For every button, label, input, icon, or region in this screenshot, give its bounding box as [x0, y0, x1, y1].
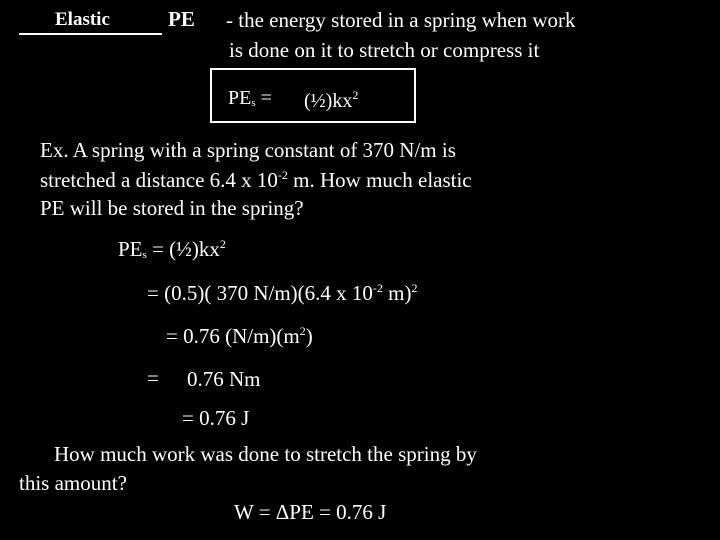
example-line-2: stretched a distance 6.4 x $10^{-2}$ m. How much elastic — [40, 168, 472, 192]
question-line-2: this amount? — [19, 471, 127, 495]
blank-answer-word: Elastic — [55, 9, 110, 30]
example-line-1: Ex. A spring with a spring constant of 370 N/m is — [40, 138, 456, 162]
fill-in-blank-line — [19, 33, 162, 35]
definition-line-1: - the energy stored in a spring when work — [226, 8, 576, 32]
solution-step-2: = (0.5)( 370 N/m)(6.4 x $10^{-2}$ m)$^2$ — [147, 281, 418, 305]
solution-step-4-value: 0.76 Nm — [187, 367, 261, 391]
formula-box — [210, 68, 416, 123]
question-line-1: How much work was done to stretch the spring by — [54, 442, 477, 466]
question-answer: W = ΔPE = 0.76 J — [234, 500, 387, 524]
formula-lhs: $PE_s$ = — [228, 87, 272, 109]
heading-pe: PE — [168, 7, 195, 31]
definition-line-2: is done on it to stretch or compress it — [229, 38, 540, 62]
solution-step-5: = 0.76 J — [182, 406, 250, 430]
example-line-3: PE will be stored in the spring? — [40, 196, 304, 220]
formula-rhs: $(\frac{1}{2})kx^2$ — [304, 88, 359, 112]
solution-step-3: = 0.76 $(N/m)(m^2)$ — [166, 324, 313, 348]
solution-step-4-equals: = — [147, 366, 159, 390]
solution-step-1: $PE_s$ = $(\frac{1}{2})kx^2$ — [118, 237, 226, 261]
